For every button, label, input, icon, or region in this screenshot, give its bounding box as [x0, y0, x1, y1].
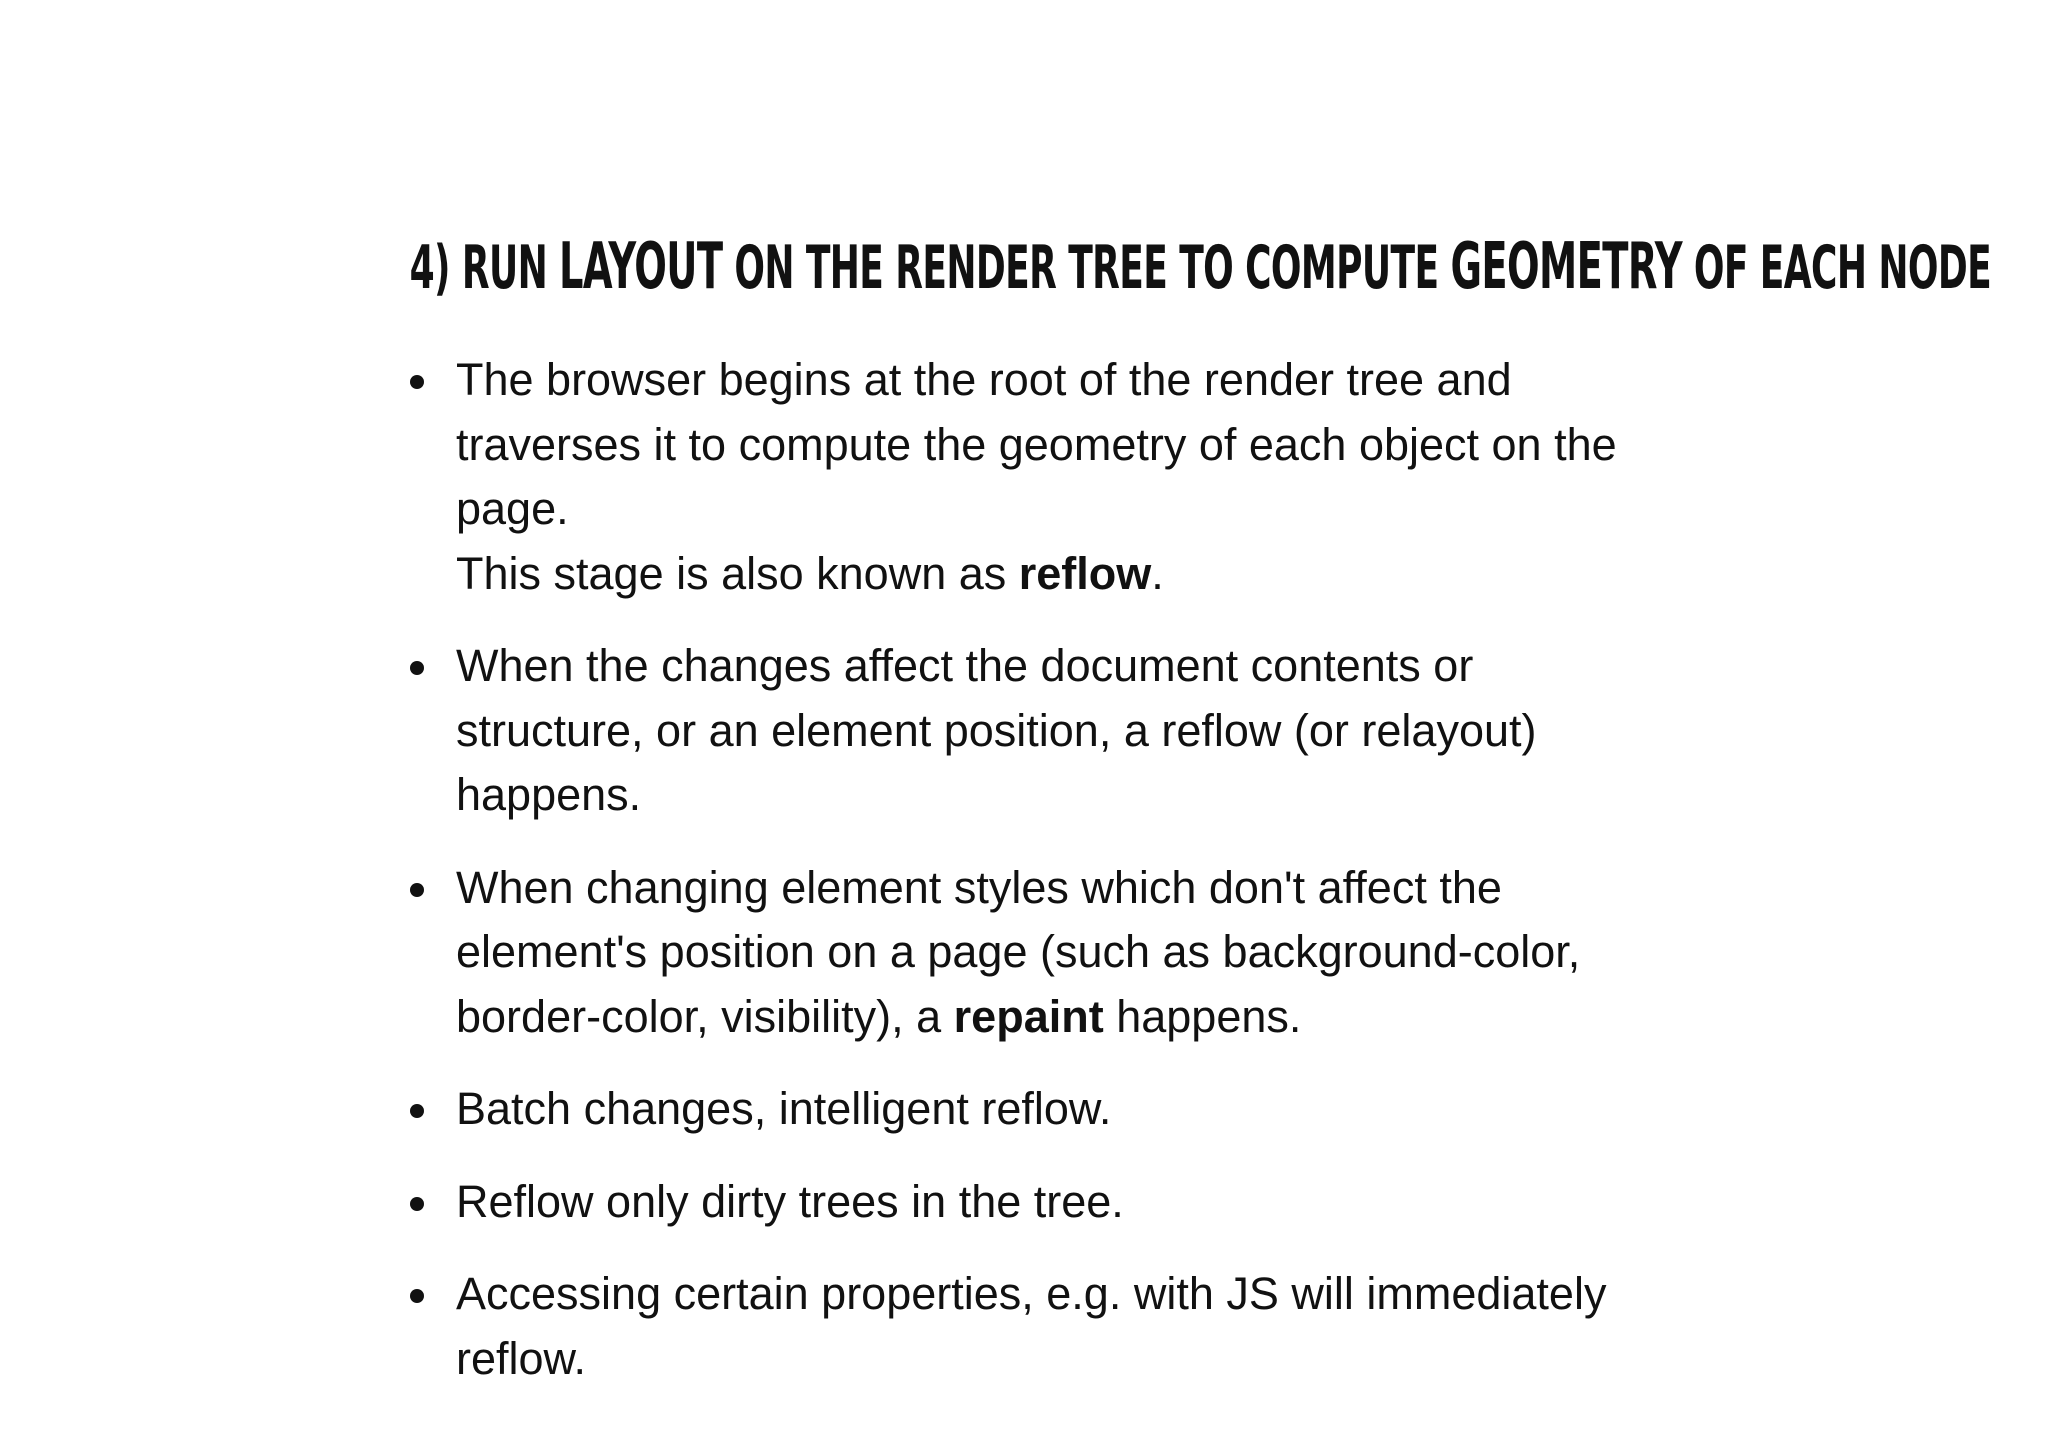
bullet-item-repaint-trigger	[408, 856, 1768, 1050]
repaint-note-text: border-color, visibility), a	[456, 990, 954, 1042]
bullet-line-reflow-note	[456, 542, 1768, 607]
bullet-line: When the changes affect the document contents or	[456, 640, 1474, 691]
bullet-line: Accessing certain properties, e.g. with JS will immediately	[456, 1268, 1607, 1319]
bullet-item-layout-definition	[408, 348, 1768, 606]
bullet-item-batch-changes	[408, 1077, 1768, 1142]
title-emphasis-layout: LAYOUT	[559, 230, 723, 304]
repaint-term: repaint	[953, 990, 1104, 1042]
reflow-note-text: This stage is also known as	[456, 547, 1019, 599]
bullet-line: Reflow only dirty trees in the tree.	[456, 1175, 1124, 1227]
bullet-dot-icon	[410, 1289, 424, 1303]
bullet-item-dirty-trees	[408, 1170, 1768, 1235]
title-part-1: 4) RUN	[409, 233, 560, 303]
bullet-line: Batch changes, intelligent reflow.	[456, 1083, 1112, 1134]
bullet-item-reflow-trigger	[408, 634, 1768, 828]
bullet-line: happens.	[456, 769, 642, 820]
reflow-note-end: .	[1151, 547, 1164, 599]
bullet-dot-icon	[410, 375, 424, 389]
repaint-note-end: happens.	[1103, 990, 1302, 1042]
bullet-item-forced-reflow	[408, 1262, 1768, 1391]
reflow-term: reflow	[1018, 547, 1152, 599]
slide-title	[409, 222, 1992, 313]
bullet-list	[408, 348, 1768, 1419]
title-part-2: ON THE RENDER TREE TO COMPUTE	[722, 233, 1451, 303]
bullet-line: The browser begins at the root of the render tree and	[456, 354, 1512, 405]
title-emphasis-geometry: GEOMETRY	[1450, 230, 1682, 304]
bullet-dot-icon	[410, 1104, 424, 1118]
bullet-dot-icon	[410, 661, 424, 675]
bullet-line-repaint-note	[456, 985, 1768, 1050]
bullet-line: page.	[456, 483, 569, 534]
bullet-line: When changing element styles which don't affect the	[456, 861, 1502, 913]
bullet-dot-icon	[410, 883, 424, 897]
bullet-line: reflow.	[456, 1332, 587, 1384]
bullet-line: element's position on a page (such as background-color,	[456, 926, 1581, 977]
title-part-3: OF EACH NODE	[1681, 233, 1992, 303]
bullet-dot-icon	[410, 1197, 424, 1211]
bullet-line: structure, or an element position, a reflow (or relayout)	[456, 704, 1537, 756]
bullet-line: traverses it to compute the geometry of each object on the	[456, 418, 1617, 470]
